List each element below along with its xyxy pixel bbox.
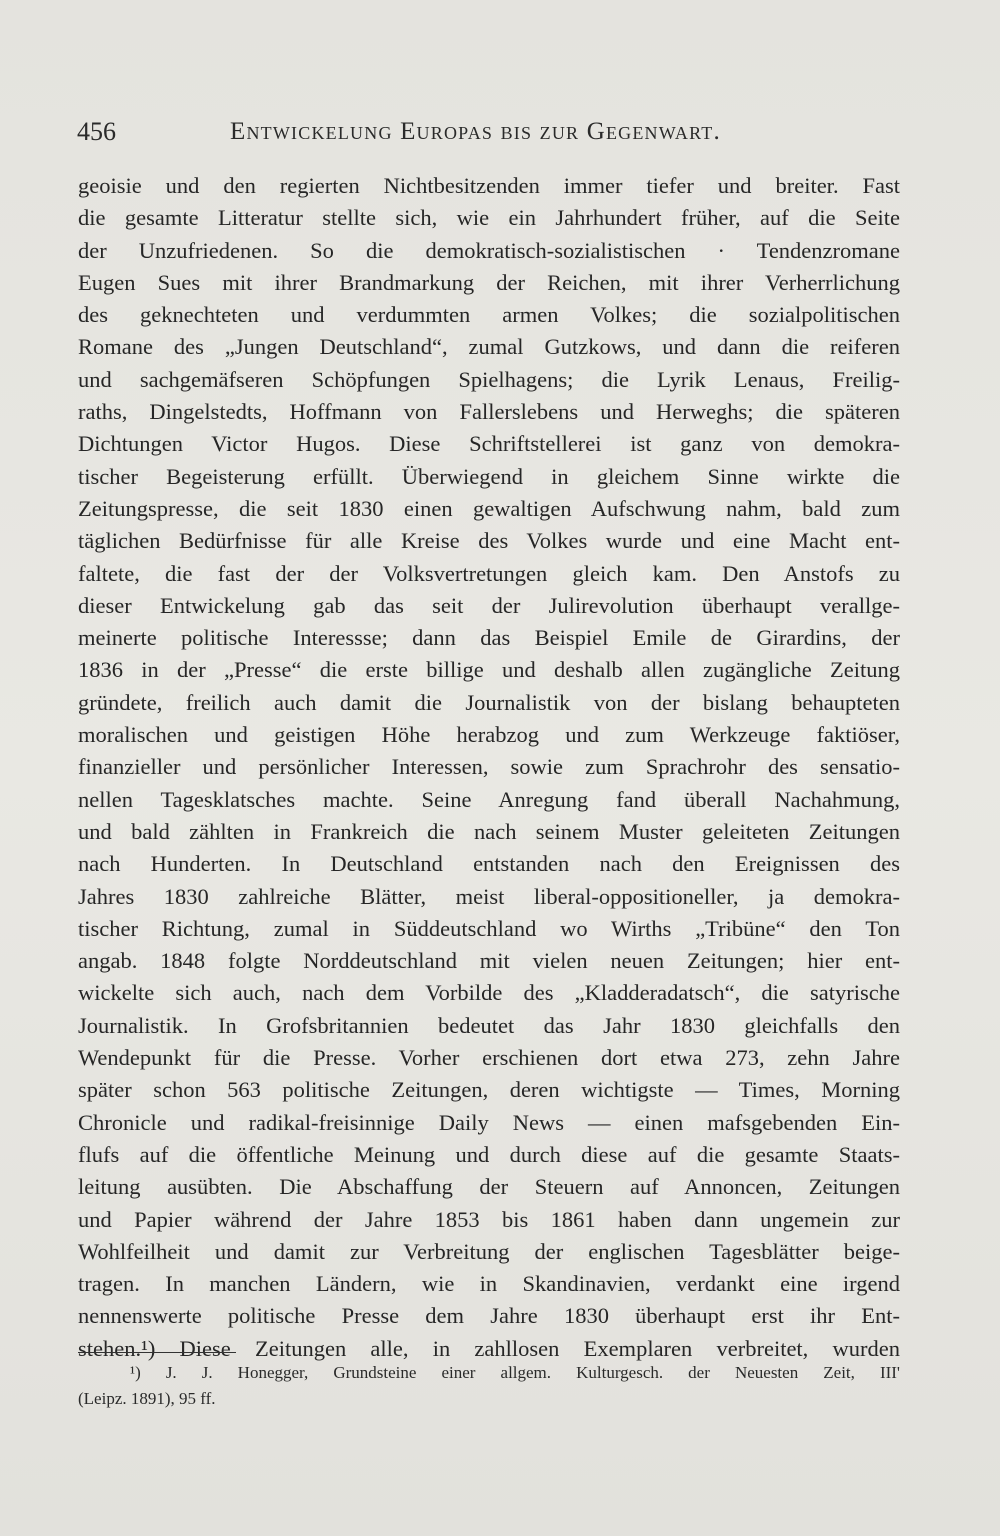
text-line: später schon 563 politische Zeitungen, deren wichtigste — Times, Morning: [78, 1077, 900, 1103]
text-line: geoisie und den regierten Nichtbesitzenden immer tiefer und breiter. Fast: [78, 173, 900, 198]
text-line: leitung ausübten. Die Abschaffung der Steuern auf Annoncen, Zeitungen: [78, 1174, 900, 1200]
text-line: Romane des „Jungen Deutschland“, zumal Gutzkows, und dann die reiferen: [78, 334, 900, 360]
text-line: tischer Begeisterung erfüllt. Überwiegend in gleichem Sinne wirkte die: [78, 463, 900, 489]
text-line: Wendepunkt für die Presse. Vorher erschienen dort etwa 273, zehn Jahre: [78, 1045, 900, 1071]
text-line: flufs auf die öffentliche Meinung und durch diese auf die gesamte Staats-: [78, 1141, 900, 1167]
page-header: [77, 114, 903, 150]
page-number: 456: [77, 117, 116, 146]
text-line: angab. 1848 folgte Norddeutschland mit vielen neuen Zeitungen; hier ent-: [78, 948, 900, 974]
footnotes: [78, 1360, 900, 1412]
footnote-line: ¹) J. J. Honegger, Grundsteine einer allgem. Kulturgesch. der Neuesten Zeit, III': [130, 1363, 900, 1382]
text-line: und bald zählten in Frankreich die nach seinem Muster geleiteten Zeitungen: [78, 818, 900, 844]
text-line: faltete, die fast der der Volksvertretungen gleich kam. Den Anstofs zu: [78, 560, 900, 586]
running-title: Entwickelung Europas bis zur Gegenwart.: [230, 118, 721, 145]
body-text: [78, 170, 900, 1365]
text-line: stehen.¹) Diese Zeitungen alle, in zahllosen Exemplaren verbreitet, wurden: [78, 1335, 900, 1361]
text-line: des geknechteten und verdummten armen Volkes; die sozialpolitischen: [78, 302, 900, 328]
text-line: Wohlfeilheit und damit zur Verbreitung der englischen Tagesblätter beige-: [78, 1238, 900, 1264]
text-line: der Unzufriedenen. So die demokratisch-sozialistischen · Tendenzromane: [78, 237, 900, 263]
text-line: Journalistik. In Grofsbritannien bedeutet das Jahr 1830 gleichfalls den: [78, 1012, 900, 1038]
text-line: täglichen Bedürfnisse für alle Kreise des Volkes wurde und eine Macht ent-: [78, 528, 900, 554]
text-line: nennenswerte politische Presse dem Jahre 1830 überhaupt erst ihr Ent-: [78, 1303, 900, 1329]
text-line: moralischen und geistigen Höhe herabzog und zum Werkzeuge faktiöser,: [78, 722, 900, 748]
text-line: Chronicle und radikal-freisinnige Daily News — einen mafsgebenden Ein-: [78, 1109, 900, 1135]
text-line: die gesamte Litteratur stellte sich, wie ein Jahrhundert früher, auf die Seite: [78, 205, 900, 231]
text-line: Dichtungen Victor Hugos. Diese Schriftstellerei ist ganz von demokra-: [78, 431, 900, 457]
text-line: Jahres 1830 zahlreiche Blätter, meist liberal-oppositioneller, ja demokra-: [78, 883, 900, 909]
text-line: raths, Dingelstedts, Hoffmann von Fallerslebens und Herweghs; die späteren: [78, 399, 900, 425]
footnote-rule: [78, 1352, 236, 1353]
text-line: und Papier während der Jahre 1853 bis 1861 haben dann ungemein zur: [78, 1206, 900, 1232]
text-line: Zeitungspresse, die seit 1830 einen gewaltigen Aufschwung nahm, bald zum: [78, 495, 900, 521]
footnote-line: (Leipz. 1891), 95 ff.: [78, 1389, 216, 1408]
text-line: tragen. In manchen Ländern, wie in Skandinavien, verdankt eine irgend: [78, 1271, 900, 1297]
text-line: 1836 in der „Presse“ die erste billige und deshalb allen zugängliche Zeitung: [78, 657, 900, 683]
text-line: finanzieller und persönlicher Interessen, sowie zum Sprachrohr des sensatio-: [78, 754, 900, 780]
text-line: gründete, freilich auch damit die Journalistik von der bislang behaupteten: [78, 689, 900, 715]
text-line: meinerte politische Interessse; dann das Beispiel Emile de Girardins, der: [78, 625, 900, 651]
text-line: und sachgemäfseren Schöpfungen Spielhagens; die Lyrik Lenaus, Freilig-: [78, 366, 900, 392]
text-line: nellen Tagesklatsches machte. Seine Anregung fand überall Nachahmung,: [78, 786, 900, 812]
text-line: nach Hunderten. In Deutschland entstanden nach den Ereignissen des: [78, 851, 900, 877]
text-line: dieser Entwickelung gab das seit der Julirevolution überhaupt verallge-: [78, 592, 900, 618]
text-line: Eugen Sues mit ihrer Brandmarkung der Reichen, mit ihrer Verherrlichung: [78, 269, 900, 295]
text-line: wickelte sich auch, nach dem Vorbilde des „Kladderadatsch“, die satyrische: [78, 980, 900, 1006]
text-line: tischer Richtung, zumal in Süddeutschland wo Wirths „Tribüne“ den Ton: [78, 915, 900, 941]
